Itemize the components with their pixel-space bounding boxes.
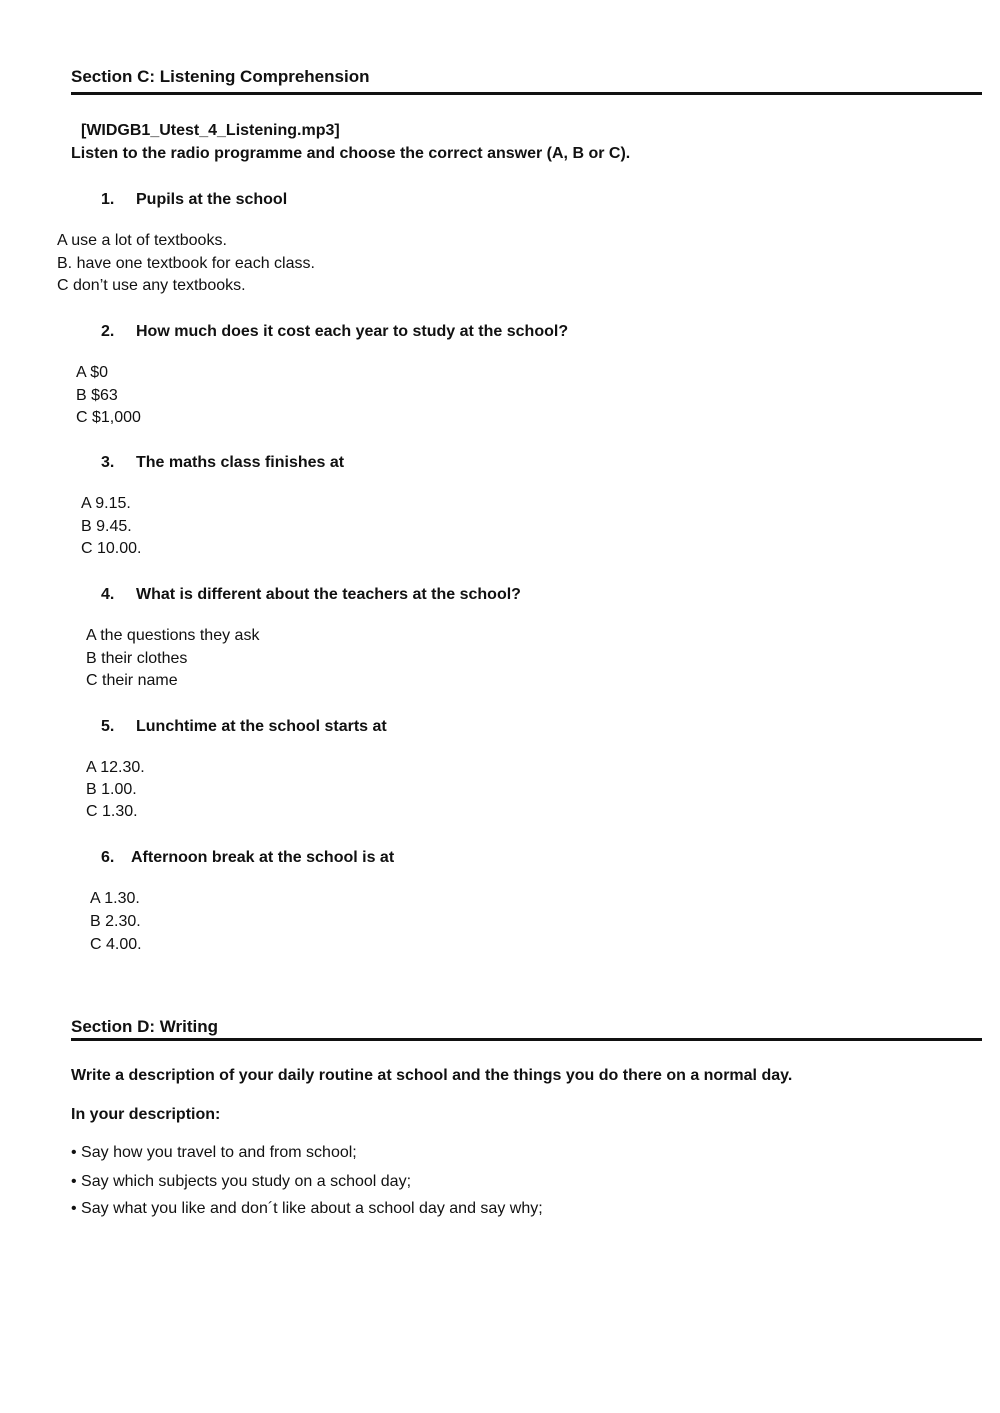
question-text: Pupils at the school [136, 191, 288, 208]
section-d-divider [71, 1038, 982, 1041]
q5-option-b: B 1.00. [86, 781, 137, 798]
question-number: 5. [101, 718, 115, 735]
question-number: 6. [101, 849, 115, 866]
q1-option-c: C don’t use any textbooks. [57, 277, 246, 294]
section-d-title: Section D: Writing [71, 1017, 219, 1036]
section-c-title: Section C: Listening Comprehension [71, 67, 370, 86]
question-2 [101, 322, 568, 342]
listening-instruction: Listen to the radio programme and choose the correct answer (A, B or C). [71, 145, 631, 162]
question-1 [101, 190, 287, 210]
q4-option-b: B their clothes [86, 650, 188, 667]
question-number: 1. [101, 191, 115, 208]
description-subheading: In your description: [71, 1106, 221, 1123]
q4-option-c: C their name [86, 672, 178, 689]
q1-option-a: A use a lot of textbooks. [57, 232, 227, 249]
section-c-divider [71, 92, 982, 95]
audio-filename: [WIDGB1_Utest_4_Listening.mp3] [81, 122, 340, 139]
q3-option-a: A 9.15. [81, 495, 131, 512]
question-number: 4. [101, 586, 115, 603]
question-number: 2. [101, 323, 115, 340]
question-6 [101, 848, 394, 868]
question-number: 3. [101, 454, 115, 471]
question-5 [101, 717, 387, 737]
q2-option-a: A $0 [76, 364, 109, 381]
question-text: How much does it cost each year to study at the school? [136, 323, 569, 340]
question-text: Lunchtime at the school starts at [136, 718, 387, 735]
q5-option-a: A 12.30. [86, 759, 145, 776]
q3-option-b: B 9.45. [81, 518, 132, 535]
q5-option-c: C 1.30. [86, 803, 138, 820]
question-text: The maths class finishes at [136, 454, 345, 471]
q6-option-b: B 2.30. [90, 913, 141, 930]
q2-option-b: B $63 [76, 387, 118, 404]
question-3 [101, 453, 344, 473]
question-text: What is different about the teachers at the school? [136, 586, 521, 603]
writing-prompt: Write a description of your daily routine at school and the things you do there on a normal day. [71, 1067, 793, 1084]
q2-option-c: C $1,000 [76, 409, 141, 426]
question-4 [101, 585, 521, 605]
q3-option-c: C 10.00. [81, 540, 142, 557]
question-text: Afternoon break at the school is at [131, 849, 395, 866]
q1-option-b: B. have one textbook for each class. [57, 255, 315, 272]
q4-option-a: A the questions they ask [86, 627, 260, 644]
bullet-item: • Say how you travel to and from school; [71, 1144, 357, 1161]
q6-option-c: C 4.00. [90, 936, 142, 953]
q6-option-a: A 1.30. [90, 890, 140, 907]
bullet-item: • Say which subjects you study on a school day; [71, 1173, 412, 1190]
bullet-item: • Say what you like and don´t like about a school day and say why; [71, 1200, 543, 1217]
